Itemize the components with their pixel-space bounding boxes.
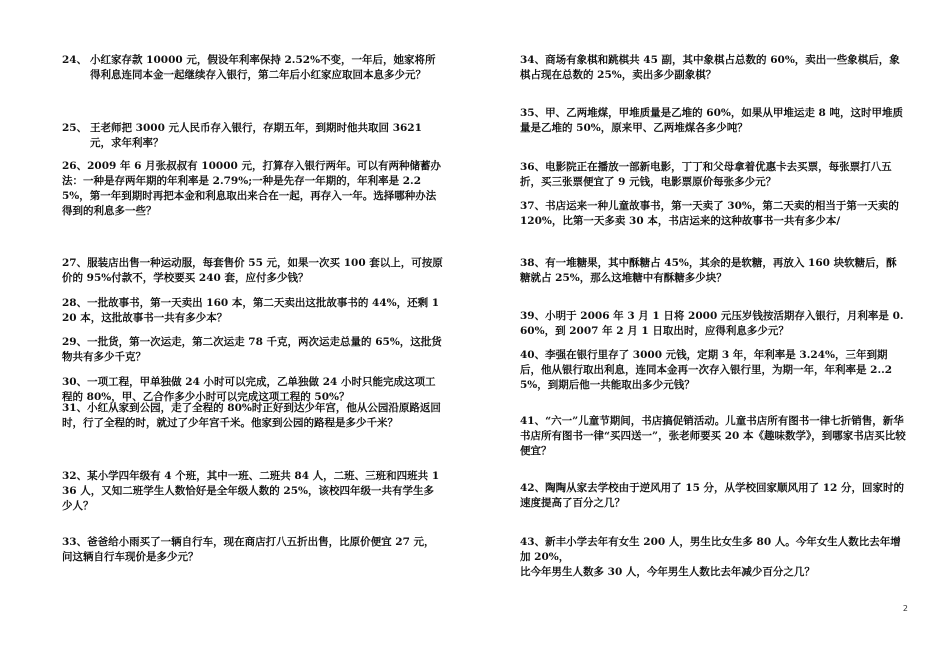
question-text: 新丰小学去年有女生 200 人，男生比女生多 80 人。今年女生人数比去年增加 20%， (520, 536, 901, 563)
question-number: 35、 (520, 107, 546, 119)
question-number: 29、 (62, 336, 88, 348)
question-36 (520, 160, 906, 190)
question-text: 小红家存款 10000 元，假设年利率保持 2.52%不变，一年后，她家将所得利息连同本金一起继续存入银行，第二年后小红家应取回本息多少元？ (90, 54, 436, 81)
question-42 (520, 481, 906, 511)
question-40 (520, 348, 906, 393)
question-35 (520, 106, 906, 136)
question-39 (520, 309, 906, 339)
question-43 (520, 535, 906, 565)
question-text: 小红从家到公园，走了全程的 80%时正好到达少年宫，他从公园沿原路返回时，行了全程的时，就过了少年宫千米。他家到公园的路程是多少千米？ (62, 402, 441, 429)
question-number: 31、 (62, 402, 88, 414)
question-number: 40、 (520, 349, 546, 361)
question-number: 25、 (62, 122, 88, 134)
question-number: 36、 (520, 161, 546, 173)
question-number: 34、 (520, 54, 546, 66)
question-text: 小明于 2006 年 3 月 1 日将 2000 元压岁钱按活期存入银行，月利率是 0.60%，到 2007 年 2 月 1 日取出时，应得利息多少元？ (520, 310, 904, 337)
question-number: 42、 (520, 482, 546, 494)
question-number: 27、 (62, 257, 88, 269)
page-number: 2 (902, 604, 908, 613)
question-text: 一项工程，甲单独做 24 小时可以完成，乙单独做 24 小时只能完成这项工程的 80%，甲、乙合作多少小时可以完成这项工程的 50%？ (62, 376, 436, 403)
question-text: 王老师把 3000 元人民币存入银行，存期五年，到期时他共取回 3621 元，求年利率？ (90, 122, 422, 149)
question-text: 有一堆糖果，其中酥糖占 45%，其余的是软糖，再放入 160 块软糖后，酥糖就占 25%，那么这堆糖中有酥糖多少块？ (520, 257, 897, 284)
question-41 (520, 414, 906, 459)
question-number: 43、 (520, 536, 546, 548)
question-text: 商场有象棋和跳棋共 45 副，其中象棋占总数的 60%，卖出一些象棋后，象棋占现在总数的 25%，卖出多少副象棋？ (520, 54, 900, 81)
question-text: “六一”儿童节期间，书店搞促销活动。儿童书店所有图书一律七折销售，新华书店所有图书一律“买四送一”，张老师要买 20 本《趣味数学》，到哪家书店买比较便宜？ (520, 415, 906, 457)
question-number: 30、 (62, 376, 88, 388)
question-number: 37、 (520, 200, 546, 212)
question-text: 某小学四年级有 4 个班，其中一班、二班共 84 人，二班、三班和四班共 136 人，又知二班学生人数恰好是全年级人数的 25%，该校四年级一共有学生多少人？ (62, 470, 440, 512)
question-text: 一批故事书，第一天卖出 160 本，第二天卖出这批故事书的 44%，还剩 120 本，这批故事书一共有多少本？ (62, 297, 440, 324)
question-38 (520, 256, 906, 286)
question-text: 陶陶从家去学校由于逆风用了 15 分，从学校回家顺风用了 12 分，回家时的速度提高了百分之几？ (520, 482, 904, 509)
question-number: 26、 (62, 160, 88, 172)
question-text: 比今年男生人数多 30 人，今年男生人数比去年减少百分之几？ (520, 566, 815, 578)
question-43-continued (520, 565, 906, 580)
question-number: 39、 (520, 310, 546, 322)
question-number: 41、 (520, 415, 546, 427)
question-text: 一批货，第一次运走，第二次运走 78 千克，两次运走总量的 65%，这批货物共有多少千克？ (62, 336, 442, 363)
question-text: 电影院正在播放一部新电影，丁丁和父母拿着优惠卡去买票，每张票打八五折，买三张票便宜了 9 元钱，电影票原价每张多少元？ (520, 161, 892, 188)
question-text: 李强在银行里存了 3000 元钱，定期 3 年，年利率是 3.24%，三年到期后，他从银行取出利息，连同本金再一次存入银行里，为期一年，年利率是 2..25%，到期后他一共能取出多少元钱？ (520, 349, 893, 391)
question-text: 甲、乙两堆煤，甲堆质量是乙堆的 60%，如果从甲堆运走 8 吨，这时甲堆质量是乙堆的 50%，原来甲、乙两堆煤各多少吨？ (520, 107, 903, 134)
question-text: 服装店出售一种运动服，每套售价 55 元，如果一次买 100 套以上，可按原价的 95%付款不，学校要买 240 套，应付多少钱？ (62, 257, 443, 284)
question-number: 32、 (62, 470, 88, 482)
question-text: 书店运来一种儿童故事书，第一天卖了 30%，第二天卖的相当于第一天卖的 120%，比第一天多卖 30 本，书店运来的这种故事书一共有多少本/ (520, 200, 899, 227)
question-number: 28、 (62, 297, 88, 309)
question-number: 38、 (520, 257, 546, 269)
question-text: 爸爸给小雨买了一辆自行车，现在商店打八五折出售，比原价便宜 27 元，问这辆自行车现价是多少元？ (62, 536, 435, 563)
question-text: 2009 年 6 月张叔叔有 10000 元，打算存入银行两年。可以有两种储蓄办法：一种是存两年期的年利率是 2.79%;一种是先存一年期的，年利率是 2.25%，第一年到期时再把本金和利息取出来合在一起，再存入一年。选择哪种办法得到的利息多一些？ (62, 160, 441, 217)
question-37 (520, 199, 906, 229)
question-number: 24、 (62, 54, 88, 66)
question-34 (520, 53, 906, 83)
question-number: 33、 (62, 536, 88, 548)
